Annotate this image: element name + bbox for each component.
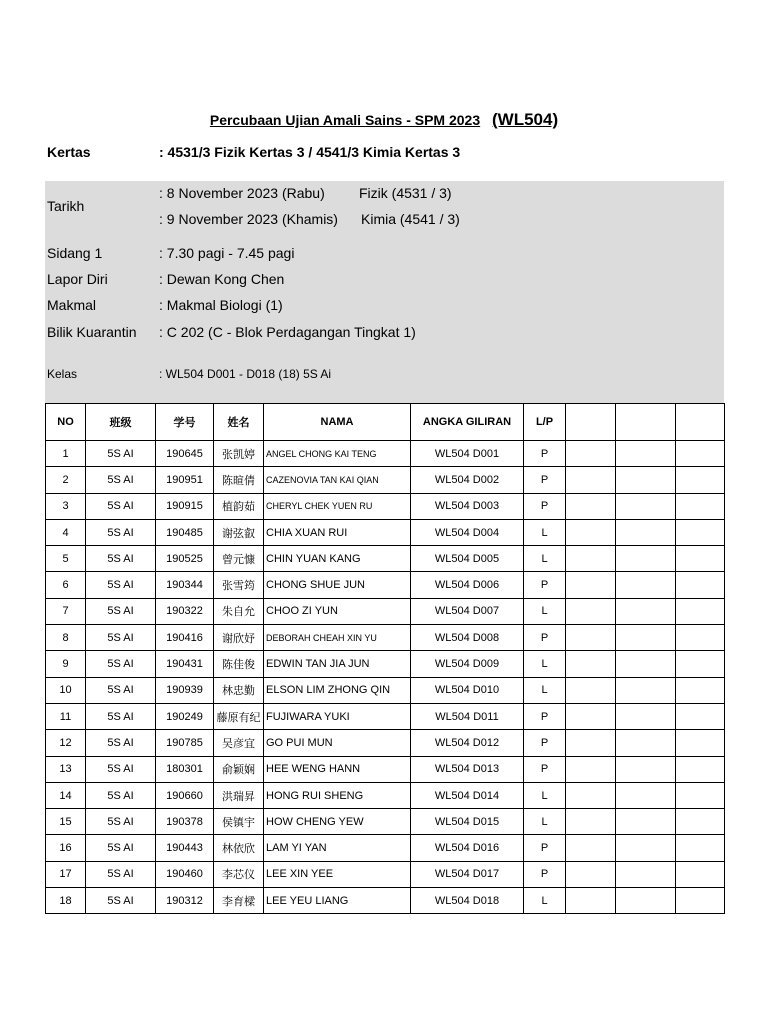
tarikh-line2-date: : 9 November 2023 (Khamis) bbox=[159, 211, 338, 227]
cell-blank-3 bbox=[676, 730, 725, 756]
cell-blank-2 bbox=[616, 835, 676, 861]
cell-angka-giliran: WL504 D015 bbox=[411, 809, 524, 835]
cell-lp: P bbox=[524, 703, 566, 729]
cell-no: 8 bbox=[46, 625, 86, 651]
cell-blank-2 bbox=[616, 546, 676, 572]
cell-class: 5S AI bbox=[86, 467, 156, 493]
table-row bbox=[46, 888, 725, 914]
cell-blank-3 bbox=[676, 703, 725, 729]
bilik-value: : C 202 (C - Blok Perdagangan Tingkat 1) bbox=[159, 324, 416, 340]
cell-chinese-name: 林依欣 bbox=[214, 835, 264, 861]
tarikh-line1-date: : 8 November 2023 (Rabu) bbox=[159, 185, 325, 201]
cell-blank-2 bbox=[616, 756, 676, 782]
cell-blank-1 bbox=[566, 888, 616, 914]
header-class: 班级 bbox=[86, 404, 156, 441]
table-row bbox=[46, 519, 725, 545]
cell-lp: L bbox=[524, 677, 566, 703]
cell-class: 5S AI bbox=[86, 888, 156, 914]
cell-class: 5S AI bbox=[86, 441, 156, 467]
cell-nama: GO PUI MUN bbox=[264, 730, 411, 756]
kelas-label: Kelas bbox=[47, 367, 78, 381]
cell-blank-3 bbox=[676, 835, 725, 861]
cell-student-id: 190416 bbox=[156, 625, 214, 651]
cell-chinese-name: 植韵茹 bbox=[214, 493, 264, 519]
cell-no: 11 bbox=[46, 703, 86, 729]
cell-chinese-name: 谢弦叡 bbox=[214, 519, 264, 545]
cell-blank-1 bbox=[566, 546, 616, 572]
cell-blank-3 bbox=[676, 546, 725, 572]
cell-nama: FUJIWARA YUKI bbox=[264, 703, 411, 729]
cell-blank-1 bbox=[566, 467, 616, 493]
table-row bbox=[46, 756, 725, 782]
cell-blank-3 bbox=[676, 467, 725, 493]
header-angka-giliran: ANGKA GILIRAN bbox=[411, 404, 524, 441]
cell-no: 6 bbox=[46, 572, 86, 598]
cell-blank-3 bbox=[676, 493, 725, 519]
cell-lp: P bbox=[524, 467, 566, 493]
cell-angka-giliran: WL504 D012 bbox=[411, 730, 524, 756]
cell-blank-1 bbox=[566, 730, 616, 756]
cell-blank-1 bbox=[566, 809, 616, 835]
table-row bbox=[46, 546, 725, 572]
cell-blank-2 bbox=[616, 861, 676, 887]
cell-nama: ANGEL CHONG KAI TENG bbox=[264, 441, 411, 467]
cell-blank-3 bbox=[676, 441, 725, 467]
cell-lp: L bbox=[524, 888, 566, 914]
cell-blank-3 bbox=[676, 598, 725, 624]
cell-blank-2 bbox=[616, 519, 676, 545]
cell-blank-3 bbox=[676, 861, 725, 887]
cell-blank-2 bbox=[616, 625, 676, 651]
table-row bbox=[46, 809, 725, 835]
cell-no: 15 bbox=[46, 809, 86, 835]
cell-lp: P bbox=[524, 835, 566, 861]
cell-angka-giliran: WL504 D013 bbox=[411, 756, 524, 782]
cell-blank-1 bbox=[566, 625, 616, 651]
cell-student-id: 190485 bbox=[156, 519, 214, 545]
cell-blank-2 bbox=[616, 809, 676, 835]
cell-no: 5 bbox=[46, 546, 86, 572]
cell-lp: L bbox=[524, 546, 566, 572]
cell-blank-1 bbox=[566, 493, 616, 519]
cell-blank-1 bbox=[566, 519, 616, 545]
cell-chinese-name: 谢欣妤 bbox=[214, 625, 264, 651]
tarikh-line1-subject: Fizik (4531 / 3) bbox=[359, 185, 452, 201]
cell-angka-giliran: WL504 D014 bbox=[411, 782, 524, 808]
cell-angka-giliran: WL504 D017 bbox=[411, 861, 524, 887]
kelas-value: : WL504 D001 - D018 (18) 5S Ai bbox=[159, 367, 332, 381]
cell-chinese-name: 吴彦宜 bbox=[214, 730, 264, 756]
table-row bbox=[46, 782, 725, 808]
cell-blank-1 bbox=[566, 835, 616, 861]
cell-student-id: 190785 bbox=[156, 730, 214, 756]
cell-lp: P bbox=[524, 493, 566, 519]
cell-class: 5S AI bbox=[86, 677, 156, 703]
cell-angka-giliran: WL504 D006 bbox=[411, 572, 524, 598]
cell-nama: EDWIN TAN JIA JUN bbox=[264, 651, 411, 677]
cell-angka-giliran: WL504 D018 bbox=[411, 888, 524, 914]
cell-student-id: 190525 bbox=[156, 546, 214, 572]
table-row bbox=[46, 598, 725, 624]
cell-blank-3 bbox=[676, 782, 725, 808]
cell-nama: CHONG SHUE JUN bbox=[264, 572, 411, 598]
cell-no: 2 bbox=[46, 467, 86, 493]
student-table bbox=[45, 403, 725, 914]
cell-blank-1 bbox=[566, 703, 616, 729]
header-student-id: 学号 bbox=[156, 404, 214, 441]
cell-student-id: 190645 bbox=[156, 441, 214, 467]
cell-no: 12 bbox=[46, 730, 86, 756]
cell-blank-2 bbox=[616, 677, 676, 703]
cell-chinese-name: 藤原有纪 bbox=[214, 703, 264, 729]
cell-nama: HEE WENG HANN bbox=[264, 756, 411, 782]
cell-class: 5S AI bbox=[86, 730, 156, 756]
cell-class: 5S AI bbox=[86, 625, 156, 651]
table-body bbox=[46, 441, 725, 914]
cell-blank-2 bbox=[616, 703, 676, 729]
cell-angka-giliran: WL504 D005 bbox=[411, 546, 524, 572]
table-row bbox=[46, 625, 725, 651]
lapor-label: Lapor Diri bbox=[47, 271, 108, 287]
cell-student-id: 190443 bbox=[156, 835, 214, 861]
cell-lp: P bbox=[524, 730, 566, 756]
cell-class: 5S AI bbox=[86, 519, 156, 545]
cell-student-id: 190939 bbox=[156, 677, 214, 703]
cell-chinese-name: 俞颖娴 bbox=[214, 756, 264, 782]
table-row bbox=[46, 441, 725, 467]
cell-class: 5S AI bbox=[86, 546, 156, 572]
cell-no: 14 bbox=[46, 782, 86, 808]
cell-blank-1 bbox=[566, 441, 616, 467]
header-blank-1 bbox=[566, 404, 616, 441]
makmal-label: Makmal bbox=[47, 297, 97, 313]
cell-student-id: 190378 bbox=[156, 809, 214, 835]
title-text: Percubaan Ujian Amali Sains - SPM 2023 bbox=[209, 112, 481, 128]
sidang-label: Sidang 1 bbox=[47, 245, 103, 261]
header-blank-2 bbox=[616, 404, 676, 441]
cell-angka-giliran: WL504 D008 bbox=[411, 625, 524, 651]
cell-blank-1 bbox=[566, 598, 616, 624]
table-row bbox=[46, 467, 725, 493]
cell-angka-giliran: WL504 D001 bbox=[411, 441, 524, 467]
cell-chinese-name: 张凯婷 bbox=[214, 441, 264, 467]
cell-blank-2 bbox=[616, 493, 676, 519]
cell-blank-1 bbox=[566, 782, 616, 808]
cell-no: 9 bbox=[46, 651, 86, 677]
cell-nama: DEBORAH CHEAH XIN YU bbox=[264, 625, 411, 651]
cell-lp: L bbox=[524, 519, 566, 545]
cell-blank-2 bbox=[616, 441, 676, 467]
cell-blank-2 bbox=[616, 730, 676, 756]
cell-blank-3 bbox=[676, 888, 725, 914]
cell-class: 5S AI bbox=[86, 782, 156, 808]
cell-angka-giliran: WL504 D004 bbox=[411, 519, 524, 545]
document-title bbox=[0, 110, 768, 130]
cell-blank-3 bbox=[676, 677, 725, 703]
cell-chinese-name: 侯镇宇 bbox=[214, 809, 264, 835]
cell-blank-2 bbox=[616, 782, 676, 808]
cell-no: 17 bbox=[46, 861, 86, 887]
cell-class: 5S AI bbox=[86, 598, 156, 624]
cell-blank-3 bbox=[676, 651, 725, 677]
cell-student-id: 190915 bbox=[156, 493, 214, 519]
cell-class: 5S AI bbox=[86, 809, 156, 835]
cell-chinese-name: 李育樑 bbox=[214, 888, 264, 914]
cell-blank-2 bbox=[616, 598, 676, 624]
cell-nama: CHIA XUAN RUI bbox=[264, 519, 411, 545]
cell-student-id: 190431 bbox=[156, 651, 214, 677]
cell-class: 5S AI bbox=[86, 756, 156, 782]
header-lp: L/P bbox=[524, 404, 566, 441]
cell-chinese-name: 曾元慷 bbox=[214, 546, 264, 572]
table-row bbox=[46, 861, 725, 887]
table-row bbox=[46, 677, 725, 703]
cell-lp: L bbox=[524, 809, 566, 835]
cell-chinese-name: 李芯仪 bbox=[214, 861, 264, 887]
cell-chinese-name: 林忠勤 bbox=[214, 677, 264, 703]
lapor-value: : Dewan Kong Chen bbox=[159, 271, 285, 287]
cell-nama: CAZENOVIA TAN KAI QIAN bbox=[264, 467, 411, 493]
kertas-label: Kertas bbox=[47, 144, 91, 160]
cell-class: 5S AI bbox=[86, 703, 156, 729]
cell-chinese-name: 朱自允 bbox=[214, 598, 264, 624]
cell-chinese-name: 洪瑞昇 bbox=[214, 782, 264, 808]
cell-blank-1 bbox=[566, 677, 616, 703]
cell-nama: LEE YEU LIANG bbox=[264, 888, 411, 914]
table-row bbox=[46, 493, 725, 519]
cell-no: 4 bbox=[46, 519, 86, 545]
cell-angka-giliran: WL504 D007 bbox=[411, 598, 524, 624]
cell-no: 3 bbox=[46, 493, 86, 519]
cell-student-id: 190322 bbox=[156, 598, 214, 624]
cell-student-id: 190951 bbox=[156, 467, 214, 493]
cell-blank-1 bbox=[566, 572, 616, 598]
sidang-value: : 7.30 pagi - 7.45 pagi bbox=[159, 245, 295, 261]
header-nama: NAMA bbox=[264, 404, 411, 441]
table-row bbox=[46, 835, 725, 861]
cell-lp: L bbox=[524, 598, 566, 624]
cell-nama: HONG RUI SHENG bbox=[264, 782, 411, 808]
cell-class: 5S AI bbox=[86, 861, 156, 887]
cell-chinese-name: 陈暄倩 bbox=[214, 467, 264, 493]
cell-blank-3 bbox=[676, 572, 725, 598]
cell-no: 10 bbox=[46, 677, 86, 703]
kertas-row bbox=[47, 144, 461, 160]
title-code: (WL504) bbox=[492, 110, 559, 129]
header-chinese-name: 姓名 bbox=[214, 404, 264, 441]
table-row bbox=[46, 572, 725, 598]
cell-lp: L bbox=[524, 651, 566, 677]
cell-class: 5S AI bbox=[86, 493, 156, 519]
cell-lp: P bbox=[524, 756, 566, 782]
cell-nama: ELSON LIM ZHONG QIN bbox=[264, 677, 411, 703]
cell-lp: P bbox=[524, 572, 566, 598]
cell-lp: P bbox=[524, 441, 566, 467]
cell-blank-1 bbox=[566, 651, 616, 677]
tarikh-label: Tarikh bbox=[47, 198, 85, 214]
cell-blank-3 bbox=[676, 519, 725, 545]
cell-blank-2 bbox=[616, 467, 676, 493]
cell-student-id: 190344 bbox=[156, 572, 214, 598]
cell-blank-1 bbox=[566, 861, 616, 887]
kertas-value: : 4531/3 Fizik Kertas 3 / 4541/3 Kimia Kertas 3 bbox=[159, 144, 461, 160]
cell-no: 7 bbox=[46, 598, 86, 624]
cell-blank-2 bbox=[616, 888, 676, 914]
cell-no: 13 bbox=[46, 756, 86, 782]
cell-lp: L bbox=[524, 782, 566, 808]
makmal-value: : Makmal Biologi (1) bbox=[159, 297, 283, 313]
cell-no: 18 bbox=[46, 888, 86, 914]
cell-blank-1 bbox=[566, 756, 616, 782]
bilik-label: Bilik Kuarantin bbox=[47, 324, 137, 340]
cell-lp: P bbox=[524, 625, 566, 651]
cell-angka-giliran: WL504 D016 bbox=[411, 835, 524, 861]
cell-student-id: 190249 bbox=[156, 703, 214, 729]
cell-angka-giliran: WL504 D011 bbox=[411, 703, 524, 729]
cell-student-id: 180301 bbox=[156, 756, 214, 782]
cell-nama: CHERYL CHEK YUEN RU bbox=[264, 493, 411, 519]
cell-class: 5S AI bbox=[86, 835, 156, 861]
cell-blank-3 bbox=[676, 625, 725, 651]
table-row bbox=[46, 651, 725, 677]
cell-class: 5S AI bbox=[86, 651, 156, 677]
cell-student-id: 190660 bbox=[156, 782, 214, 808]
cell-no: 1 bbox=[46, 441, 86, 467]
cell-blank-2 bbox=[616, 651, 676, 677]
cell-chinese-name: 陈佳俊 bbox=[214, 651, 264, 677]
cell-lp: P bbox=[524, 861, 566, 887]
header-no: NO bbox=[46, 404, 86, 441]
table-header-row bbox=[46, 404, 725, 441]
cell-angka-giliran: WL504 D009 bbox=[411, 651, 524, 677]
cell-student-id: 190312 bbox=[156, 888, 214, 914]
cell-angka-giliran: WL504 D010 bbox=[411, 677, 524, 703]
cell-student-id: 190460 bbox=[156, 861, 214, 887]
cell-nama: LAM YI YAN bbox=[264, 835, 411, 861]
cell-chinese-name: 张雪筠 bbox=[214, 572, 264, 598]
table-row bbox=[46, 703, 725, 729]
cell-angka-giliran: WL504 D003 bbox=[411, 493, 524, 519]
cell-nama: HOW CHENG YEW bbox=[264, 809, 411, 835]
cell-nama: LEE XIN YEE bbox=[264, 861, 411, 887]
cell-blank-3 bbox=[676, 809, 725, 835]
header-blank-3 bbox=[676, 404, 725, 441]
table-row bbox=[46, 730, 725, 756]
cell-blank-3 bbox=[676, 756, 725, 782]
cell-class: 5S AI bbox=[86, 572, 156, 598]
cell-no: 16 bbox=[46, 835, 86, 861]
cell-blank-2 bbox=[616, 572, 676, 598]
cell-nama: CHIN YUAN KANG bbox=[264, 546, 411, 572]
cell-nama: CHOO ZI YUN bbox=[264, 598, 411, 624]
cell-angka-giliran: WL504 D002 bbox=[411, 467, 524, 493]
tarikh-line2-subject: Kimia (4541 / 3) bbox=[361, 211, 460, 227]
